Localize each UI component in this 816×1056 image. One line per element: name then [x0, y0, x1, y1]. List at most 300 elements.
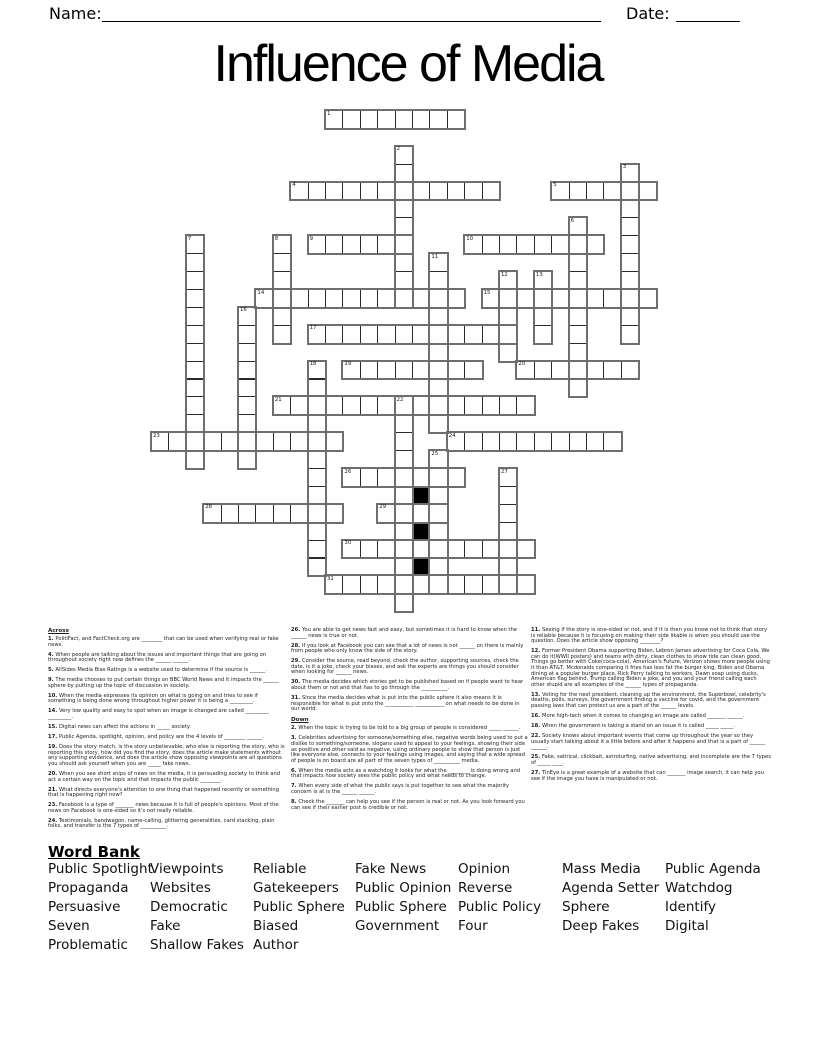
- down-clue-18: 18. When the government is taking a stand on an issue it is called _____ _____.: [531, 723, 736, 730]
- grid-cell[interactable]: [447, 361, 465, 380]
- grid-cell[interactable]: [621, 361, 639, 380]
- across-clue-24: 24. Testimonials, bandwagon, name-calling, glittering generalities, card stacking, plain folks, and transfer is the 7 types of __________.: [48, 817, 275, 830]
- grid-cell[interactable]: [429, 343, 447, 362]
- grid-cell[interactable]: [395, 110, 413, 129]
- grid-cell[interactable]: [273, 307, 291, 326]
- word-bank-item: Sphere: [562, 899, 610, 915]
- grid-cell[interactable]: [447, 110, 465, 129]
- grid-cell[interactable]: [395, 558, 413, 577]
- grid-cell[interactable]: [621, 253, 639, 272]
- grid-cell[interactable]: [482, 182, 500, 201]
- grid-cell[interactable]: [395, 432, 413, 451]
- grid-cell[interactable]: [395, 289, 413, 308]
- grid-cell[interactable]: [186, 361, 204, 380]
- grid-cell[interactable]: [464, 325, 482, 344]
- grid-cell[interactable]: [255, 504, 273, 523]
- word-bank-item: Democratic: [150, 899, 228, 915]
- clue-label: 27.: [531, 769, 542, 776]
- grid-cell[interactable]: [325, 235, 343, 254]
- across-clue-26: 26. You are able to get news fast and easy, but sometimes it is hard to know when the ______ news is true or not.: [291, 627, 517, 639]
- grid-cell[interactable]: [221, 432, 239, 451]
- grid-cell[interactable]: [325, 504, 343, 523]
- grid-cell[interactable]: [638, 182, 656, 201]
- grid-cell[interactable]: [238, 504, 256, 523]
- grid-cell[interactable]: [464, 432, 482, 451]
- grid-cell[interactable]: [429, 468, 447, 487]
- clue-label: 9.: [48, 677, 56, 684]
- clue-number-1: 1: [327, 110, 331, 117]
- grid-cell[interactable]: [342, 289, 360, 308]
- grid-cell[interactable]: [499, 307, 517, 326]
- grid-cell[interactable]: [464, 396, 482, 415]
- grid-cell[interactable]: [186, 271, 204, 290]
- word-bank-column-7: [665, 860, 761, 936]
- grid-cell[interactable]: [255, 432, 273, 451]
- across-clue-20: 20. When you see short snips of news on the media, it is persuading society to think and act a certain way on the topic and that impacts the public ________.: [48, 770, 281, 783]
- clue-label: 1.: [48, 636, 56, 643]
- grid-cell[interactable]: [325, 396, 343, 415]
- grid-cell[interactable]: [499, 396, 517, 415]
- grid-cell[interactable]: [395, 235, 413, 254]
- grid-cell[interactable]: [569, 307, 587, 326]
- grid-cell[interactable]: [395, 414, 413, 433]
- date-label: Date:: [626, 4, 670, 23]
- grid-cell[interactable]: [499, 522, 517, 541]
- black-cell: [412, 558, 430, 577]
- grid-cell[interactable]: [377, 540, 395, 559]
- grid-cell[interactable]: [325, 182, 343, 201]
- grid-cell[interactable]: [621, 271, 639, 290]
- grid-cell[interactable]: [551, 361, 569, 380]
- grid-cell[interactable]: [395, 468, 413, 487]
- grid-cell[interactable]: [499, 289, 517, 308]
- clue-number-22: 22: [396, 396, 404, 403]
- grid-cell[interactable]: [342, 110, 360, 129]
- grid-cell[interactable]: [499, 540, 517, 559]
- grid-cell[interactable]: [429, 325, 447, 344]
- clue-number-6: 6: [570, 217, 575, 224]
- grid-cell[interactable]: [603, 289, 621, 308]
- grid-cell[interactable]: [377, 110, 395, 129]
- grid-cell[interactable]: [360, 575, 378, 594]
- grid-cell[interactable]: [203, 432, 221, 451]
- clue-number-26: 26: [344, 468, 352, 475]
- grid-cell[interactable]: [238, 343, 256, 362]
- down-clue-8: 8. Check the _______ can help you see if the person is real or not. As you look forward you can see if their earlier post is credible or not.: [291, 798, 525, 811]
- grid-cell[interactable]: [447, 575, 465, 594]
- grid-cell[interactable]: [290, 504, 308, 523]
- grid-cell[interactable]: [429, 396, 447, 415]
- word-bank-column-3: [253, 860, 345, 955]
- grid-cell[interactable]: [569, 235, 587, 254]
- grid-cell[interactable]: [429, 575, 447, 594]
- grid-cell[interactable]: [569, 253, 587, 272]
- clue-number-4: 4: [292, 182, 296, 189]
- grid-cell[interactable]: [429, 414, 447, 433]
- grid-cell[interactable]: [534, 361, 552, 380]
- grid-cell[interactable]: [377, 361, 395, 380]
- clue-label: 30.: [291, 679, 302, 686]
- grid-cell[interactable]: [482, 396, 500, 415]
- grid-cell[interactable]: [377, 325, 395, 344]
- grid-cell[interactable]: [586, 361, 604, 380]
- grid-cell[interactable]: [464, 182, 482, 201]
- grid-cell[interactable]: [551, 432, 569, 451]
- grid-cell[interactable]: [377, 182, 395, 201]
- grid-cell[interactable]: [412, 575, 430, 594]
- grid-cell[interactable]: [499, 504, 517, 523]
- grid-cell[interactable]: [464, 540, 482, 559]
- grid-cell[interactable]: [429, 289, 447, 308]
- grid-cell[interactable]: [395, 271, 413, 290]
- grid-cell[interactable]: [395, 325, 413, 344]
- clue-label: 23.: [48, 802, 59, 809]
- grid-cell[interactable]: [308, 468, 326, 487]
- word-bank-item: Reliable: [253, 861, 307, 877]
- grid-cell[interactable]: [238, 432, 256, 451]
- grid-cell[interactable]: [308, 540, 326, 559]
- word-bank-item: Digital: [665, 918, 709, 934]
- grid-cell[interactable]: [638, 289, 656, 308]
- grid-cell[interactable]: [342, 182, 360, 201]
- clue-column-left: [48, 628, 286, 834]
- clue-label: 7.: [291, 783, 299, 790]
- grid-cell[interactable]: [429, 486, 447, 505]
- down-clue-13: 13. Voting for the next president, cleaning up the environment, the Superbowl, celebrity's deaths, polls, surveys, the government finding a vaccine for covid, and the government passing laws that can protect us are a part of the ______ levels.: [531, 691, 766, 710]
- grid-cell[interactable]: [447, 468, 465, 487]
- down-clue-12: 12. Former President Obama supporting Biden, Lebron James advertising for Coca Cola, We can do it(WWII posters) and teams with dirty, clean clothes to show tide can clean good, Things go better with Coke(coca-cola), American's Future, Verizon shows more people using it than AT&T, Mcdonalds comparing it fries has less fat the burger king, Biden and Obama dining at a popular burger place, Rick Perry talking to workers, Dawn soap using ducks, American flag behind, Trump calling Biden a joke, and you and your friend calling each other stupid are all examples of the ______ types of propaganda.: [531, 648, 770, 688]
- grid-cell[interactable]: [377, 289, 395, 308]
- clue-number-29: 29: [379, 504, 387, 511]
- across-clue-4: 4. When people are talking about the issues and important things that are going on throughout society right now defines the ______ ______.: [48, 651, 267, 664]
- grid-cell[interactable]: [186, 289, 204, 308]
- grid-cell[interactable]: [360, 540, 378, 559]
- grid-cell[interactable]: [621, 200, 639, 219]
- grid-cell[interactable]: [290, 289, 308, 308]
- grid-cell[interactable]: [395, 361, 413, 380]
- grid-cell[interactable]: [186, 450, 204, 469]
- grid-cell[interactable]: [238, 414, 256, 433]
- grid-cell[interactable]: [377, 468, 395, 487]
- grid-cell[interactable]: [308, 558, 326, 577]
- grid-cell[interactable]: [429, 271, 447, 290]
- clue-label: 18.: [531, 723, 542, 730]
- grid-cell[interactable]: [499, 343, 517, 362]
- clue-label: 20.: [48, 770, 59, 777]
- clue-number-23: 23: [153, 432, 160, 439]
- grid-cell[interactable]: [412, 540, 430, 559]
- grid-cell[interactable]: [429, 182, 447, 201]
- down-clue-11: 11. Seeing if the story is one-sided or not, and if it is then you know not to think that story is reliable because it is focusing on making their side likable is when you should use the question. Does the article show opposing ________?: [531, 627, 768, 645]
- clue-number-2: 2: [396, 146, 401, 153]
- grid-cell[interactable]: [238, 379, 256, 398]
- word-bank-item: Public Agenda: [665, 861, 761, 877]
- grid-cell[interactable]: [308, 182, 326, 201]
- clue-label: 13.: [531, 691, 542, 698]
- grid-cell[interactable]: [186, 307, 204, 326]
- clue-number-3: 3: [622, 164, 627, 171]
- grid-cell[interactable]: [499, 486, 517, 505]
- grid-cell[interactable]: [273, 271, 291, 290]
- grid-cell[interactable]: [429, 379, 447, 398]
- grid-cell[interactable]: [377, 575, 395, 594]
- grid-cell[interactable]: [429, 522, 447, 541]
- down-clue-27: 27. TinEye is a great example of a website that can _______ image search, it can help you see if the image you have is manipulated or not.: [531, 769, 764, 782]
- grid-cell[interactable]: [395, 217, 413, 236]
- across-clues-header: Across: [48, 628, 69, 634]
- grid-cell[interactable]: [551, 235, 569, 254]
- clue-number-10: 10: [466, 235, 474, 242]
- grid-cell[interactable]: [395, 164, 413, 183]
- clue-label: 31.: [291, 695, 302, 702]
- grid-cell[interactable]: [290, 396, 308, 415]
- grid-cell[interactable]: [569, 432, 587, 451]
- word-bank-item: Deep Fakes: [562, 918, 640, 934]
- grid-cell[interactable]: [534, 307, 552, 326]
- grid-cell[interactable]: [447, 325, 465, 344]
- grid-cell[interactable]: [499, 575, 517, 594]
- grid-cell[interactable]: [586, 432, 604, 451]
- name-blank-line[interactable]: [102, 20, 601, 22]
- grid-cell[interactable]: [325, 289, 343, 308]
- across-clue-31: 31. Since the media decides what is put into the public sphere it also means it is responsible for what is put onto the ___________ ___________ on what needs to be done in our world.: [291, 695, 520, 713]
- clue-number-12: 12: [501, 271, 508, 278]
- grid-cell[interactable]: [395, 593, 413, 612]
- word-bank-item: Public Spotlight: [48, 861, 153, 877]
- word-bank-item: Reverse: [458, 880, 513, 896]
- grid-cell[interactable]: [482, 432, 500, 451]
- grid-cell[interactable]: [308, 486, 326, 505]
- word-bank-item: Persuasive: [48, 899, 121, 915]
- grid-cell[interactable]: [603, 182, 621, 201]
- grid-cell[interactable]: [360, 361, 378, 380]
- grid-cell[interactable]: [569, 343, 587, 362]
- grid-cell[interactable]: [429, 540, 447, 559]
- grid-cell[interactable]: [238, 396, 256, 415]
- grid-cell[interactable]: [569, 182, 587, 201]
- grid-cell[interactable]: [342, 235, 360, 254]
- date-blank-line[interactable]: [676, 20, 740, 22]
- grid-cell[interactable]: [395, 486, 413, 505]
- grid-cell[interactable]: [395, 540, 413, 559]
- grid-cell[interactable]: [273, 325, 291, 344]
- clue-label: 22.: [531, 733, 542, 740]
- grid-cell[interactable]: [186, 414, 204, 433]
- clue-number-17: 17: [309, 325, 317, 332]
- grid-cell[interactable]: [429, 558, 447, 577]
- across-clue-9: 9. The media chooses to put certain things on BBC World News and it impacts the ______ sphere by putting up the topic of discussion in society.: [48, 677, 279, 689]
- grid-cell[interactable]: [516, 289, 534, 308]
- word-bank-column-4: [355, 860, 451, 936]
- grid-cell[interactable]: [534, 235, 552, 254]
- grid-cell[interactable]: [342, 575, 360, 594]
- grid-cell[interactable]: [308, 396, 326, 415]
- grid-cell[interactable]: [412, 110, 430, 129]
- grid-cell[interactable]: [308, 289, 326, 308]
- grid-cell[interactable]: [273, 289, 291, 308]
- grid-cell[interactable]: [308, 432, 326, 451]
- grid-cell[interactable]: [482, 325, 500, 344]
- word-bank-title: Word Bank: [48, 843, 140, 861]
- grid-cell[interactable]: [464, 361, 482, 380]
- clue-number-8: 8: [274, 235, 279, 242]
- grid-cell[interactable]: [342, 396, 360, 415]
- grid-cell[interactable]: [621, 182, 639, 201]
- grid-cell[interactable]: [238, 325, 256, 344]
- grid-cell[interactable]: [342, 325, 360, 344]
- grid-cell[interactable]: [360, 396, 378, 415]
- grid-cell[interactable]: [482, 540, 500, 559]
- grid-cell[interactable]: [447, 396, 465, 415]
- grid-cell[interactable]: [516, 540, 534, 559]
- grid-cell[interactable]: [238, 361, 256, 380]
- grid-cell[interactable]: [551, 289, 569, 308]
- grid-cell[interactable]: [412, 325, 430, 344]
- grid-cell[interactable]: [482, 575, 500, 594]
- clue-label: 6.: [291, 767, 299, 774]
- grid-cell[interactable]: [621, 325, 639, 344]
- grid-cell[interactable]: [447, 289, 465, 308]
- clue-label: 10.: [48, 692, 59, 699]
- down-clue-25: 25. Fake, satirical, clickbait, astroturfing, native advertising, and incomplete are the 7 types of _____ ____.: [531, 754, 771, 766]
- grid-cell[interactable]: [186, 343, 204, 362]
- grid-cell[interactable]: [395, 200, 413, 219]
- grid-cell[interactable]: [395, 253, 413, 272]
- grid-cell[interactable]: [273, 504, 291, 523]
- grid-cell[interactable]: [308, 414, 326, 433]
- grid-cell[interactable]: [534, 432, 552, 451]
- grid-cell[interactable]: [395, 504, 413, 523]
- grid-cell[interactable]: [186, 379, 204, 398]
- grid-cell[interactable]: [586, 235, 604, 254]
- grid-cell[interactable]: [290, 432, 308, 451]
- grid-cell[interactable]: [377, 235, 395, 254]
- clue-label: 19.: [48, 744, 59, 751]
- grid-cell[interactable]: [360, 325, 378, 344]
- grid-cell[interactable]: [395, 182, 413, 201]
- clue-label: 15.: [48, 724, 59, 731]
- word-bank-item: Websites: [150, 880, 211, 896]
- grid-cell[interactable]: [586, 182, 604, 201]
- grid-cell[interactable]: [360, 110, 378, 129]
- grid-cell[interactable]: [308, 522, 326, 541]
- word-bank-item: Gatekeepers: [253, 880, 339, 896]
- across-clue-30: 30. The media decides which stories get to be published based on if people want to hear about them or not and that has to go through the __________.: [291, 679, 524, 692]
- grid-cell[interactable]: [412, 468, 430, 487]
- grid-cell[interactable]: [534, 289, 552, 308]
- grid-cell[interactable]: [308, 379, 326, 398]
- grid-cell[interactable]: [238, 450, 256, 469]
- grid-cell[interactable]: [447, 182, 465, 201]
- grid-cell[interactable]: [186, 253, 204, 272]
- grid-cell[interactable]: [308, 504, 326, 523]
- grid-cell[interactable]: [360, 468, 378, 487]
- name-label: Name:: [49, 4, 102, 23]
- grid-cell[interactable]: [516, 396, 534, 415]
- grid-cell[interactable]: [360, 182, 378, 201]
- grid-cell[interactable]: [621, 217, 639, 236]
- grid-cell[interactable]: [621, 289, 639, 308]
- grid-cell[interactable]: [621, 235, 639, 254]
- grid-cell[interactable]: [569, 271, 587, 290]
- across-clue-14: 14. Very low quality and easy to spot when an image is changed are called _________ _________.: [48, 708, 269, 721]
- grid-cell[interactable]: [429, 361, 447, 380]
- grid-cell[interactable]: [412, 504, 430, 523]
- grid-cell[interactable]: [482, 235, 500, 254]
- grid-cell[interactable]: [377, 396, 395, 415]
- grid-cell[interactable]: [325, 432, 343, 451]
- grid-cell[interactable]: [621, 307, 639, 326]
- clue-label: 4.: [48, 651, 56, 658]
- grid-cell[interactable]: [308, 450, 326, 469]
- grid-cell[interactable]: [360, 235, 378, 254]
- clue-number-11: 11: [431, 253, 439, 260]
- grid-cell[interactable]: [429, 307, 447, 326]
- word-bank-item: Author: [253, 937, 299, 953]
- grid-cell[interactable]: [395, 450, 413, 469]
- grid-cell[interactable]: [325, 325, 343, 344]
- grid-cell[interactable]: [412, 396, 430, 415]
- word-bank-column-5: [458, 860, 541, 936]
- clue-number-13: 13: [535, 271, 543, 278]
- grid-cell[interactable]: [516, 235, 534, 254]
- grid-cell[interactable]: [186, 396, 204, 415]
- grid-cell[interactable]: [186, 432, 204, 451]
- clue-number-14: 14: [257, 289, 265, 296]
- grid-cell[interactable]: [186, 325, 204, 344]
- grid-cell[interactable]: [395, 522, 413, 541]
- grid-cell[interactable]: [499, 325, 517, 344]
- grid-cell[interactable]: [603, 432, 621, 451]
- clue-label: 28.: [291, 642, 302, 649]
- grid-cell[interactable]: [360, 289, 378, 308]
- grid-cell[interactable]: [447, 540, 465, 559]
- word-bank-item: Fake News: [355, 861, 427, 877]
- clue-number-19: 19: [344, 361, 352, 368]
- grid-cell[interactable]: [603, 361, 621, 380]
- grid-cell[interactable]: [395, 575, 413, 594]
- word-bank-item: Four: [458, 918, 488, 934]
- grid-cell[interactable]: [221, 504, 239, 523]
- word-bank-item: Public Opinion: [355, 880, 452, 896]
- grid-cell[interactable]: [499, 235, 517, 254]
- grid-cell[interactable]: [464, 575, 482, 594]
- grid-cell[interactable]: [412, 182, 430, 201]
- grid-cell[interactable]: [412, 289, 430, 308]
- grid-cell[interactable]: [569, 361, 587, 380]
- grid-cell[interactable]: [429, 504, 447, 523]
- word-bank-item: Propaganda: [48, 880, 129, 896]
- grid-cell[interactable]: [499, 432, 517, 451]
- across-clue-28: 28. If you look at Facebook you can see that a lot of news is not ______ on there is mainly from people who only know the side of the story.: [291, 642, 524, 655]
- grid-cell[interactable]: [412, 361, 430, 380]
- grid-cell[interactable]: [168, 432, 186, 451]
- grid-cell[interactable]: [273, 432, 291, 451]
- grid-cell[interactable]: [273, 253, 291, 272]
- grid-cell[interactable]: [586, 289, 604, 308]
- clue-number-31: 31: [327, 575, 334, 582]
- grid-cell[interactable]: [516, 575, 534, 594]
- grid-cell[interactable]: [499, 558, 517, 577]
- word-bank-item: Biased: [253, 918, 299, 934]
- grid-cell[interactable]: [516, 432, 534, 451]
- grid-cell[interactable]: [569, 325, 587, 344]
- down-clue-22: 22. Society knows about important events that come up throughout the year so they usually start talking about it a little before and after it happens and that is a part of ______ ______.: [531, 733, 766, 751]
- grid-cell[interactable]: [534, 325, 552, 344]
- grid-cell[interactable]: [569, 289, 587, 308]
- grid-cell[interactable]: [429, 110, 447, 129]
- grid-cell[interactable]: [569, 379, 587, 398]
